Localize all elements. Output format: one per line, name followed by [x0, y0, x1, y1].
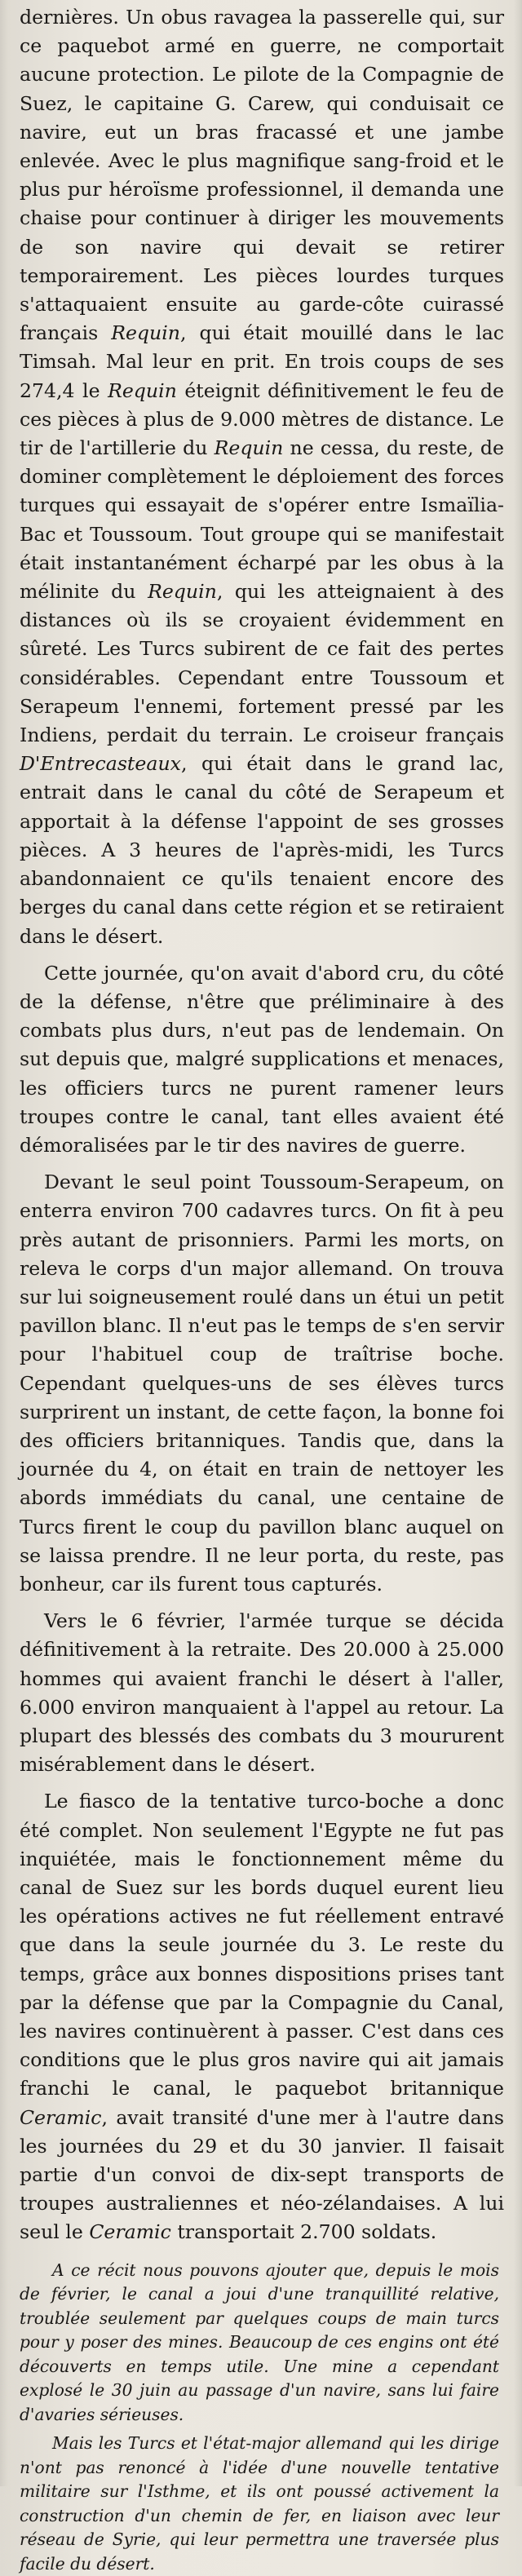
italic-text-run: D'Entrecasteaux — [20, 752, 181, 776]
italic-text-run: Requin — [148, 580, 217, 604]
text-run: éteignit définitivement le feu de ces pièces à plus de 9.000 mètres de distance. Le tir de l'artillerie du — [20, 378, 504, 460]
paragraph-2 — [20, 959, 504, 1160]
editor-notes — [20, 2259, 504, 2576]
text-run: , avait transité d'une mer à l'autre dans les journées du 29 et du 30 janvier. Il faisait partie d'un convoi de dix-sept transports de troupes australiennes et néo-zélandaises. A lui seul le — [20, 2105, 504, 2244]
italic-text-run: Requin — [108, 378, 177, 402]
body-text — [20, 3, 504, 2247]
italic-text-run: Requin — [214, 436, 284, 460]
page-edge-shadow-right — [514, 0, 522, 2486]
text-run: , qui les atteignaient à des distances où ils se croyaient évidemment en sûreté. Les Turcs subirent de ce fait des pertes considérables. Cependant entre Toussoum et Serapeum l'ennemi, fortement pressé par les Indiens, perdait du terrain. Le croiseur français — [20, 580, 504, 747]
text-run: dernières. Un obus ravagea la passerelle qui, sur ce paquebot armé en guerre, ne comportait aucune protection. Le pilote de la Compagnie de Suez, le capitaine G. Carew, qui conduisait ce navire, eut un bras fracassé et une jambe enlevée. Avec le plus magnifique sang-froid et le plus pur héroïsme professionnel, il demanda une chaise pour continuer à diriger les mouvements de son navire qui devait se retirer temporairement. Les pièces lourdes turques s'attaquaient ensuite au garde-côte cuirassé français — [20, 6, 504, 345]
italic-text-run: Requin — [111, 321, 180, 345]
text-run: Vers le 6 février, l'armée turque se décida définitivement à la retraite. Des 20.000 à 25.000 hommes qui avaient franchi le désert à l'aller, 6.000 environ manquaient à l'appel au retour. La plupart des blessés des combats du 3 moururent misérablement dans le désert. — [20, 1609, 504, 1777]
paragraph-3 — [20, 1168, 504, 1599]
italic-text-run: Ceramic — [89, 2220, 171, 2244]
text-run: Devant le seul point Toussoum-Serapeum, on enterra environ 700 cadavres turcs. On fit à peu près autant de prisonniers. Parmi les morts, on releva le corps d'un major allemand. On trouva sur lui soigneusement roulé dans un étui un petit pavillon blanc. Il n'eut pas le temps de s'en servir pour l'habituel coup de traîtrise boche. Cependant quelques-uns de ses élèves turcs surprirent un instant, de cette façon, la bonne foi des officiers britanniques. Tandis que, dans la journée du 4, on était en train de nettoyer les abords immédiats du canal, une centaine de Turcs firent le coup du pavillon blanc auquel on se laissa prendre. Il ne leur porta, du reste, pas bonheur, car ils furent tous capturés. — [20, 1171, 504, 1596]
text-run: , qui était dans le grand lac, entrait dans le canal du côté de Serapeum et apportait à la défense l'appoint de ses grosses pièces. A 3 heures de l'après-midi, les Turcs abandonnaient ce qu'ils tenaient encore des berges du canal dans cette région et se retiraient dans le désert. — [20, 752, 504, 948]
text-run: Le fiasco de la tentative turco-boche a donc été complet. Non seulement l'Egypte ne fut pas inquiétée, mais le fonctionnement même du canal de Suez sur les bords duquel eurent lieu les opérations actives ne fut réellement entravé que dans la seule journée du 3. Le reste du temps, grâce aux bonnes dispositions prises tant par la défense que par la Compagnie du Canal, les navires continuèrent à passer. C'est dans ces conditions que le plus gros navire qui ait jamais franchi le canal, le paquebot britannique — [20, 1790, 504, 2100]
text-run: Cette journée, qu'on avait d'abord cru, du côté de la défense, n'être que préliminaire à des combats plus durs, n'eut pas de lendemain. On sut depuis que, malgré supplications et menaces, les officiers turcs ne purent ramener leurs troupes contre le canal, tant elles avaient été démoralisées par le tir des navires de guerre. — [20, 961, 504, 1157]
note-2: Mais les Turcs et l'état-major allemand qui les dirige n'ont pas renoncé à l'idée d'une nouvelle tentative militaire sur l'Isthme, et ils ont poussé activement la construction d'un chemin de fer, en liaison avec leur réseau de Syrie, qui leur permettra une traversée plus facile du désert. — [20, 2433, 499, 2574]
page-edge-shadow-left — [0, 0, 8, 2486]
paragraph-4 — [20, 1607, 504, 1779]
italic-text-run: Ceramic — [20, 2105, 102, 2129]
text-run: transportait 2.700 soldats. — [170, 2220, 437, 2244]
paragraph-1 — [20, 3, 504, 951]
text-run: ne cessa, du reste, de dominer complètement le déploiement des forces turques qui essayait de s'opérer entre Ismaïlia-Bac et Toussoum. Tout groupe qui se manifestait était instantanément écharpé par les obus à la mélinite du — [20, 436, 504, 604]
text-run: , qui était mouillé dans le lac Timsah. Mal leur en prit. En trois coups de ses 274,4 le — [20, 321, 504, 402]
paragraph-5 — [20, 1787, 504, 2246]
note-1: A ce récit nous pouvons ajouter que, depuis le mois de février, le canal a joui d'une tranquillité relative, troublée seulement par quelques coups de main turcs pour y poser des mines. Beaucoup de ces engins ont été découverts en temps utile. Une mine a cependant explosé le 30 juin au passage d'un navire, sans lui faire d'avaries sérieuses. — [20, 2260, 499, 2424]
